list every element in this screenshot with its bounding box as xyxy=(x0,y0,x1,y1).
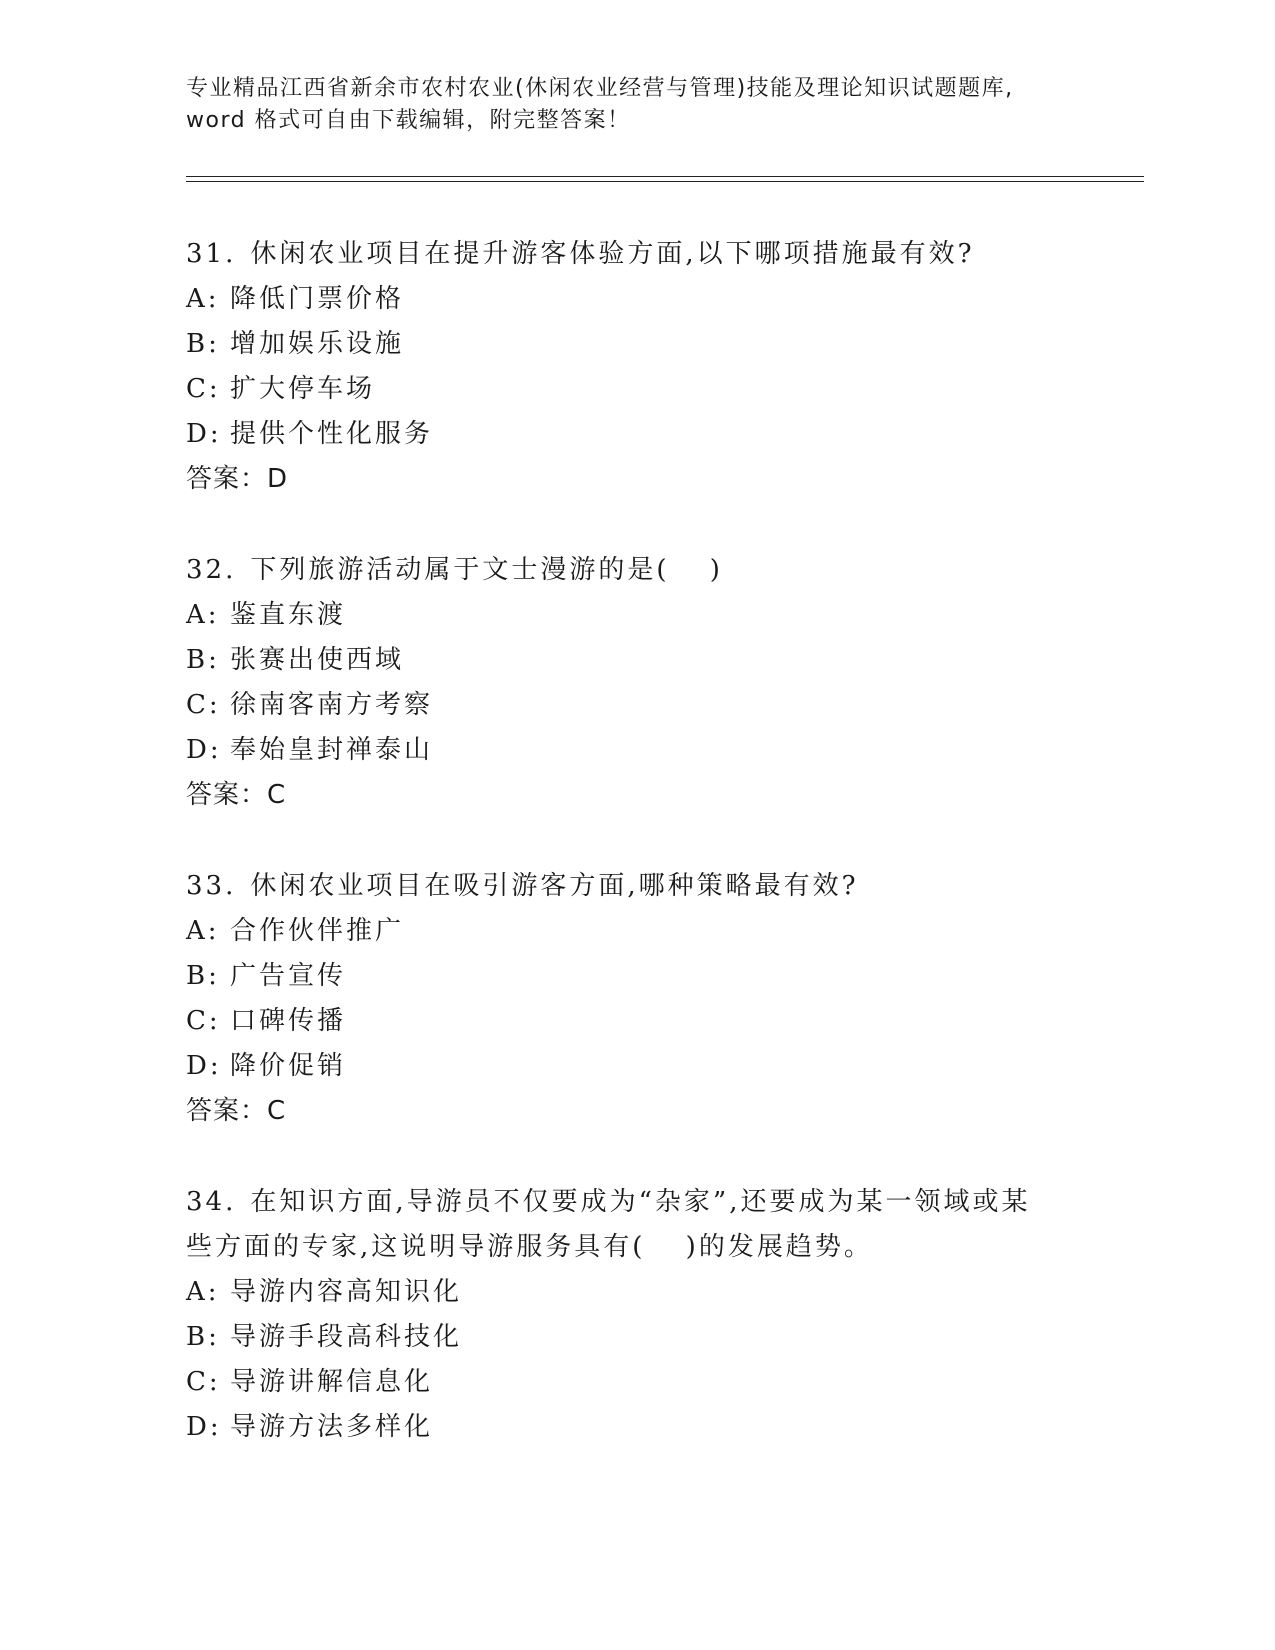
option-a xyxy=(186,593,1086,638)
option-b xyxy=(186,322,1086,367)
question-number: 33. xyxy=(186,871,237,901)
option-d xyxy=(186,1044,1086,1089)
option-text: 口碑传播 xyxy=(230,1006,347,1036)
header-divider-bottom xyxy=(186,181,1144,182)
option-key: C: xyxy=(186,1367,221,1397)
question-text: 在知识方面,导游员不仅要成为“杂家”,还要成为某一领域或某 xyxy=(250,1187,1031,1217)
option-text: 奉始皇封禅泰山 xyxy=(230,735,434,765)
question-number: 31. xyxy=(186,239,237,269)
option-key: D: xyxy=(186,1051,222,1081)
option-key: D: xyxy=(186,419,222,449)
option-text: 广告宣传 xyxy=(230,961,347,991)
question-stem xyxy=(186,232,1086,277)
header-divider-top xyxy=(186,176,1144,177)
option-key: C: xyxy=(186,374,221,404)
answer-line: 答案：D xyxy=(186,464,289,494)
option-text: 张赛出使西域 xyxy=(230,645,405,675)
option-key: B: xyxy=(186,645,220,675)
option-c xyxy=(186,999,1086,1044)
option-key: A: xyxy=(186,916,220,946)
option-a xyxy=(186,909,1086,954)
option-key: D: xyxy=(186,735,222,765)
option-text: 导游讲解信息化 xyxy=(230,1367,434,1397)
option-text: 导游内容高知识化 xyxy=(230,1277,463,1307)
answer-line: 答案：C xyxy=(186,1096,287,1126)
option-text: 扩大停车场 xyxy=(230,374,376,404)
document-header xyxy=(186,73,1086,137)
question-stem-continued: 些方面的专家,这说明导游服务具有( )的发展趋势。 xyxy=(186,1232,873,1262)
answer-line: 答案：C xyxy=(186,780,287,810)
question-33 xyxy=(186,864,1086,1134)
option-text: 合作伙伴推广 xyxy=(230,916,405,946)
option-key: A: xyxy=(186,1277,220,1307)
option-text: 降低门票价格 xyxy=(230,284,405,314)
header-title-line-2: word 格式可自由下载编辑，附完整答案！ xyxy=(186,108,631,133)
question-text: 休闲农业项目在提升游客体验方面,以下哪项措施最有效? xyxy=(250,239,975,269)
option-text: 导游手段高科技化 xyxy=(230,1322,463,1352)
option-c xyxy=(186,367,1086,412)
question-text: 下列旅游活动属于文士漫游的是( ) xyxy=(250,555,723,585)
option-text: 鉴直东渡 xyxy=(230,600,347,630)
question-text: 休闲农业项目在吸引游客方面,哪种策略最有效? xyxy=(250,871,859,901)
question-31 xyxy=(186,232,1086,502)
option-key: B: xyxy=(186,961,220,991)
question-stem xyxy=(186,864,1086,909)
option-d xyxy=(186,412,1086,457)
option-key: C: xyxy=(186,690,221,720)
option-d xyxy=(186,1405,1086,1450)
header-title-line-1: 专业精品江西省新余市农村农业(休闲农业经营与管理)技能及理论知识试题题库, xyxy=(186,76,1014,101)
question-34 xyxy=(186,1180,1086,1450)
option-text: 增加娱乐设施 xyxy=(230,329,405,359)
option-b xyxy=(186,954,1086,999)
option-a xyxy=(186,1270,1086,1315)
option-c xyxy=(186,1360,1086,1405)
option-text: 导游方法多样化 xyxy=(230,1412,434,1442)
option-text: 徐南客南方考察 xyxy=(230,690,434,720)
option-c xyxy=(186,683,1086,728)
option-d xyxy=(186,728,1086,773)
question-stem xyxy=(186,548,1086,593)
question-number: 32. xyxy=(186,555,237,585)
option-key: D: xyxy=(186,1412,222,1442)
option-key: A: xyxy=(186,284,220,314)
option-key: A: xyxy=(186,600,220,630)
question-number: 34. xyxy=(186,1187,237,1217)
option-b xyxy=(186,638,1086,683)
option-a xyxy=(186,277,1086,322)
question-32 xyxy=(186,548,1086,818)
question-stem xyxy=(186,1180,1086,1225)
option-key: B: xyxy=(186,329,220,359)
option-key: C: xyxy=(186,1006,221,1036)
option-key: B: xyxy=(186,1322,220,1352)
option-text: 提供个性化服务 xyxy=(230,419,434,449)
option-b xyxy=(186,1315,1086,1360)
option-text: 降价促销 xyxy=(230,1051,347,1081)
